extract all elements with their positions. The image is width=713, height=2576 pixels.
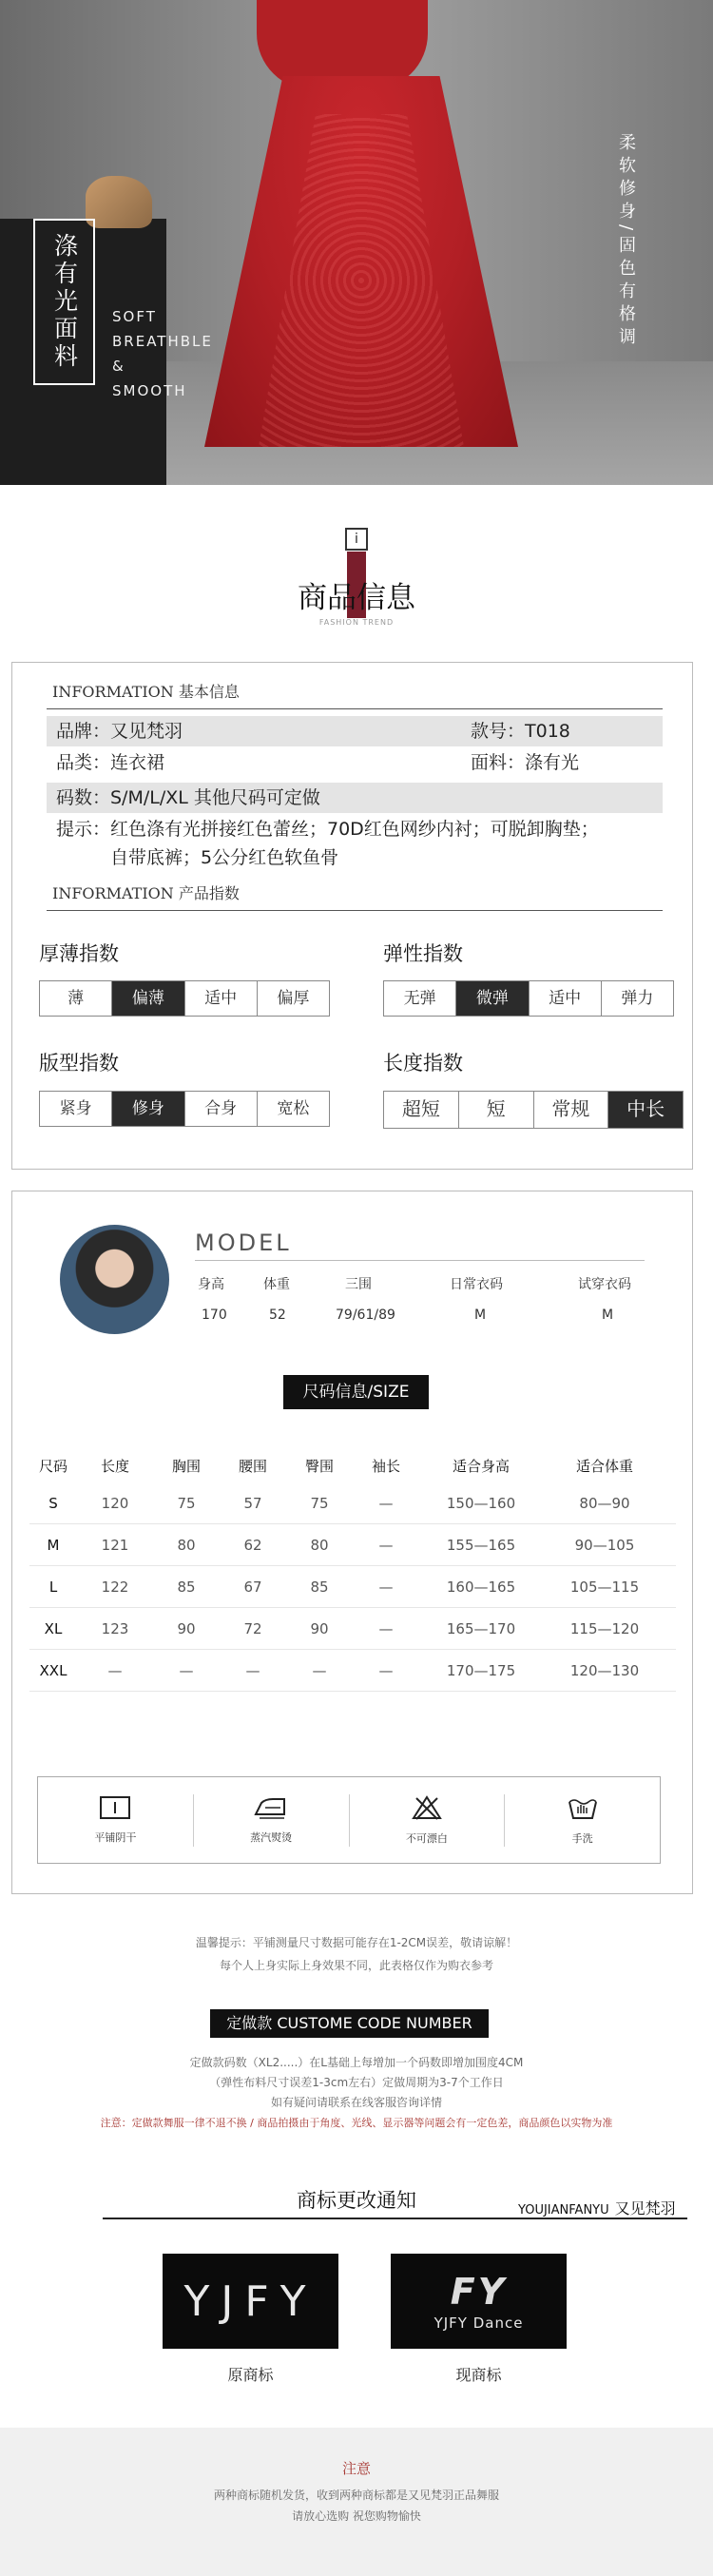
table-cell: 72 (243, 1619, 262, 1637)
tip-line-1: 提示：红色涤有光拼接红色蕾丝；70D红色网纱内衬；可脱卸胸垫； (56, 819, 599, 840)
table-row (29, 1650, 676, 1692)
scale-option: 弹力 (621, 989, 654, 1008)
table-cell: 170—175 (446, 1661, 516, 1679)
brand-english: YOUJIANFANYU (518, 2203, 609, 2218)
section-subtitle: FASHION TREND (318, 618, 395, 627)
info-icon: i (345, 528, 368, 551)
flat-dry-icon (99, 1795, 131, 1820)
size-table (29, 1448, 676, 1692)
table-row (29, 1608, 676, 1650)
table-row (29, 1524, 676, 1566)
scale-option: 薄 (40, 981, 112, 1016)
column-header: 袖长 (371, 1457, 400, 1475)
table-cell: 105—115 (569, 1578, 640, 1596)
hero-english-line: SOFT (112, 308, 157, 325)
care-label: 不可漂白 (405, 1832, 448, 1845)
table-row (29, 1566, 676, 1608)
fabric-spec-label: 面料：涤有光 (471, 752, 580, 773)
care-instructions (37, 1776, 661, 1864)
measure-tip: 温馨提示：平铺测量尺寸数据可能存在1-2CM误差，敬请谅解！ (195, 1936, 518, 1949)
scale-option-selected: 中长 (608, 1092, 683, 1128)
care-label: 手洗 (571, 1832, 593, 1845)
old-logo (163, 2254, 338, 2349)
table-cell: 80—90 (579, 1494, 630, 1512)
table-header-row (29, 1448, 676, 1482)
table-cell: — (378, 1536, 394, 1554)
table-cell: 85 (177, 1578, 196, 1596)
scale-option: 合身 (185, 1092, 258, 1126)
divider (103, 2218, 687, 2219)
hero-banner (0, 0, 713, 485)
table-cell: — (378, 1661, 394, 1679)
thickness-index-title: 厚薄指数 (39, 942, 119, 965)
column-header: 胸围 (171, 1457, 201, 1475)
table-cell: L (48, 1578, 58, 1596)
table-cell: 115—120 (569, 1619, 640, 1637)
brand-signature (518, 2197, 676, 2218)
table-cell: 160—165 (446, 1578, 516, 1596)
fabric-label-box (33, 219, 95, 385)
steam-iron-icon (252, 1795, 290, 1820)
footer-line-1: 两种商标随机发货，收到两种商标都是又见梵羽正品舞服 (213, 2489, 499, 2502)
model-measure-header: 三围 (345, 1277, 372, 1292)
table-cell: XL (44, 1619, 63, 1637)
table-cell: 165—170 (446, 1619, 516, 1637)
custom-code-badge: 定做款 CUSTOME CODE NUMBER (210, 2009, 489, 2038)
new-logo-caption: 现商标 (455, 2366, 502, 2384)
new-logo-mark: FY (450, 2271, 508, 2313)
column-header: 腰围 (238, 1457, 267, 1475)
scale-option: 偏厚 (277, 989, 310, 1008)
scale-option-selected: 修身 (112, 1092, 184, 1126)
care-item (350, 1794, 505, 1846)
elasticity-index-title: 弹性指数 (383, 942, 463, 965)
table-cell: 80 (177, 1536, 196, 1554)
hero-english-line: SMOOTH (112, 382, 187, 399)
thickness-scale (39, 980, 330, 1017)
fit-scale (39, 1091, 330, 1127)
scale-option: 适中 (185, 981, 258, 1016)
model-weight-header: 体重 (263, 1277, 290, 1292)
size-info-badge: 尺码信息/SIZE (283, 1375, 429, 1409)
model-daily-size-value: M (474, 1307, 487, 1323)
hero-english (112, 304, 213, 403)
custom-note-2: （弹性布料尺寸误差1-3cm左右）定做周期为3-7个工作日 (209, 2076, 504, 2089)
scale-option-selected: 微弹 (456, 981, 529, 1016)
divider (47, 708, 663, 709)
category-label: 品类：连衣裙 (56, 752, 165, 773)
logo-change-title: 商标更改通知 (297, 2189, 416, 2212)
hero-english-line: & (112, 358, 125, 375)
sizes-label: 码数：S/M/L/XL 其他尺码可定做 (56, 787, 320, 808)
column-header: 长度 (100, 1457, 129, 1475)
table-cell: S (48, 1494, 58, 1512)
care-label: 蒸汽熨烫 (250, 1831, 293, 1844)
care-item (194, 1795, 349, 1845)
table-cell: XXL (39, 1661, 67, 1679)
reference-tip: 每个人上身实际上身效果不同，此表格仅作为购衣参考 (219, 1959, 493, 1972)
table-cell: — (107, 1661, 123, 1679)
scale-option: 常规 (534, 1092, 609, 1128)
table-cell: — (378, 1619, 394, 1637)
table-cell: 155—165 (446, 1536, 516, 1554)
table-cell: M (47, 1536, 60, 1554)
table-cell: 62 (243, 1536, 262, 1554)
table-cell: — (312, 1661, 327, 1679)
care-item (505, 1794, 660, 1846)
table-cell: 120—130 (569, 1661, 640, 1679)
scale-option-selected: 偏薄 (112, 981, 184, 1016)
table-cell: — (245, 1661, 260, 1679)
table-cell: 90 (177, 1619, 196, 1637)
model-heading: MODEL (195, 1230, 292, 1256)
table-cell: — (378, 1494, 394, 1512)
table-cell: 80 (310, 1536, 329, 1554)
divider (195, 1260, 645, 1261)
basic-info-header: INFORMATION 基本信息 (52, 683, 240, 701)
model-height-header: 身高 (198, 1277, 224, 1292)
hero-tagline: 柔软修身/固色有格调 (616, 133, 636, 351)
no-bleach-icon (411, 1794, 443, 1821)
care-label: 平铺阴干 (94, 1831, 137, 1844)
brand-label: 品牌：又见梵羽 (56, 721, 183, 742)
table-cell: 120 (101, 1494, 129, 1512)
scale-option: 紧身 (40, 1092, 112, 1126)
old-logo-text: YJFY (183, 2276, 318, 2326)
custom-note-3: 如有疑问请联系在线客服咨询详情 (270, 2096, 442, 2109)
model-height-value: 170 (202, 1307, 227, 1323)
divider (47, 910, 663, 911)
table-cell: 67 (243, 1578, 262, 1596)
table-cell: 75 (310, 1494, 329, 1512)
table-cell: — (179, 1661, 194, 1679)
table-row (29, 1482, 676, 1524)
sizes-row (47, 783, 663, 813)
model-size-panel (11, 1191, 693, 1894)
column-header: 适合体重 (575, 1457, 633, 1475)
product-info-panel (11, 662, 693, 1170)
brand-chinese: 又见梵羽 (614, 2199, 676, 2218)
tip-line-2: 自带底裤；5公分红色软鱼骨 (110, 847, 339, 868)
table-cell: 150—160 (446, 1494, 516, 1512)
column-header: 适合身高 (452, 1457, 510, 1475)
table-cell: 85 (310, 1578, 329, 1596)
model-measure-value: 79/61/89 (336, 1307, 395, 1323)
scale-option: 无弹 (384, 981, 456, 1016)
shoe-image (86, 176, 152, 228)
table-cell: 57 (243, 1494, 262, 1512)
scale-option: 宽松 (277, 1099, 310, 1118)
table-cell: 121 (101, 1536, 129, 1554)
product-index-header: INFORMATION 产品指数 (52, 884, 240, 902)
model-weight-value: 52 (269, 1307, 286, 1323)
table-cell: 123 (101, 1619, 129, 1637)
new-logo-text: YJFY Dance (434, 2315, 524, 2332)
return-warning: 注意：定做款舞服一律不退不换 / 商品拍摄由于角度、光线、显示器等问题会有一定色差，商品颜色以实物为准 (100, 2117, 613, 2129)
model-avatar (60, 1225, 169, 1334)
footer-line-2: 请放心选购 祝您购物愉快 (292, 2509, 421, 2523)
fit-index-title: 版型指数 (39, 1052, 119, 1075)
model-trial-size-value: M (602, 1307, 614, 1323)
footer-notice (0, 2428, 713, 2576)
care-item (38, 1795, 193, 1845)
table-cell: 90—105 (574, 1536, 635, 1554)
scale-option: 超短 (384, 1092, 459, 1128)
brand-row (47, 716, 663, 746)
section-title: 商品信息 (298, 581, 415, 615)
scale-option: 适中 (530, 981, 602, 1016)
model-daily-size-header: 日常衣码 (450, 1277, 503, 1292)
new-logo (391, 2254, 567, 2349)
model-trial-size-header: 试穿衣码 (578, 1277, 631, 1292)
column-header: 臀围 (304, 1457, 334, 1475)
table-cell: 75 (177, 1494, 196, 1512)
table-cell: 122 (101, 1578, 129, 1596)
footer-title: 注意 (341, 2460, 371, 2477)
custom-note-1: 定做款码数（XL2.....）在L基础上每增加一个码数即增加围度4CM (189, 2056, 524, 2069)
column-header: 尺码 (38, 1457, 67, 1475)
style-label: 款号：T018 (471, 721, 570, 742)
category-row (47, 748, 663, 779)
table-cell: — (378, 1578, 394, 1596)
fabric-label: 涤有光面料 (50, 233, 79, 371)
elasticity-scale (383, 980, 674, 1017)
length-index-title: 长度指数 (383, 1052, 463, 1075)
hand-wash-icon (567, 1794, 599, 1821)
scale-option: 短 (459, 1092, 534, 1128)
old-logo-caption: 原商标 (227, 2366, 274, 2384)
length-scale (383, 1091, 684, 1129)
hero-english-line: BREATHBLE (112, 333, 213, 350)
table-cell: 90 (310, 1619, 329, 1637)
